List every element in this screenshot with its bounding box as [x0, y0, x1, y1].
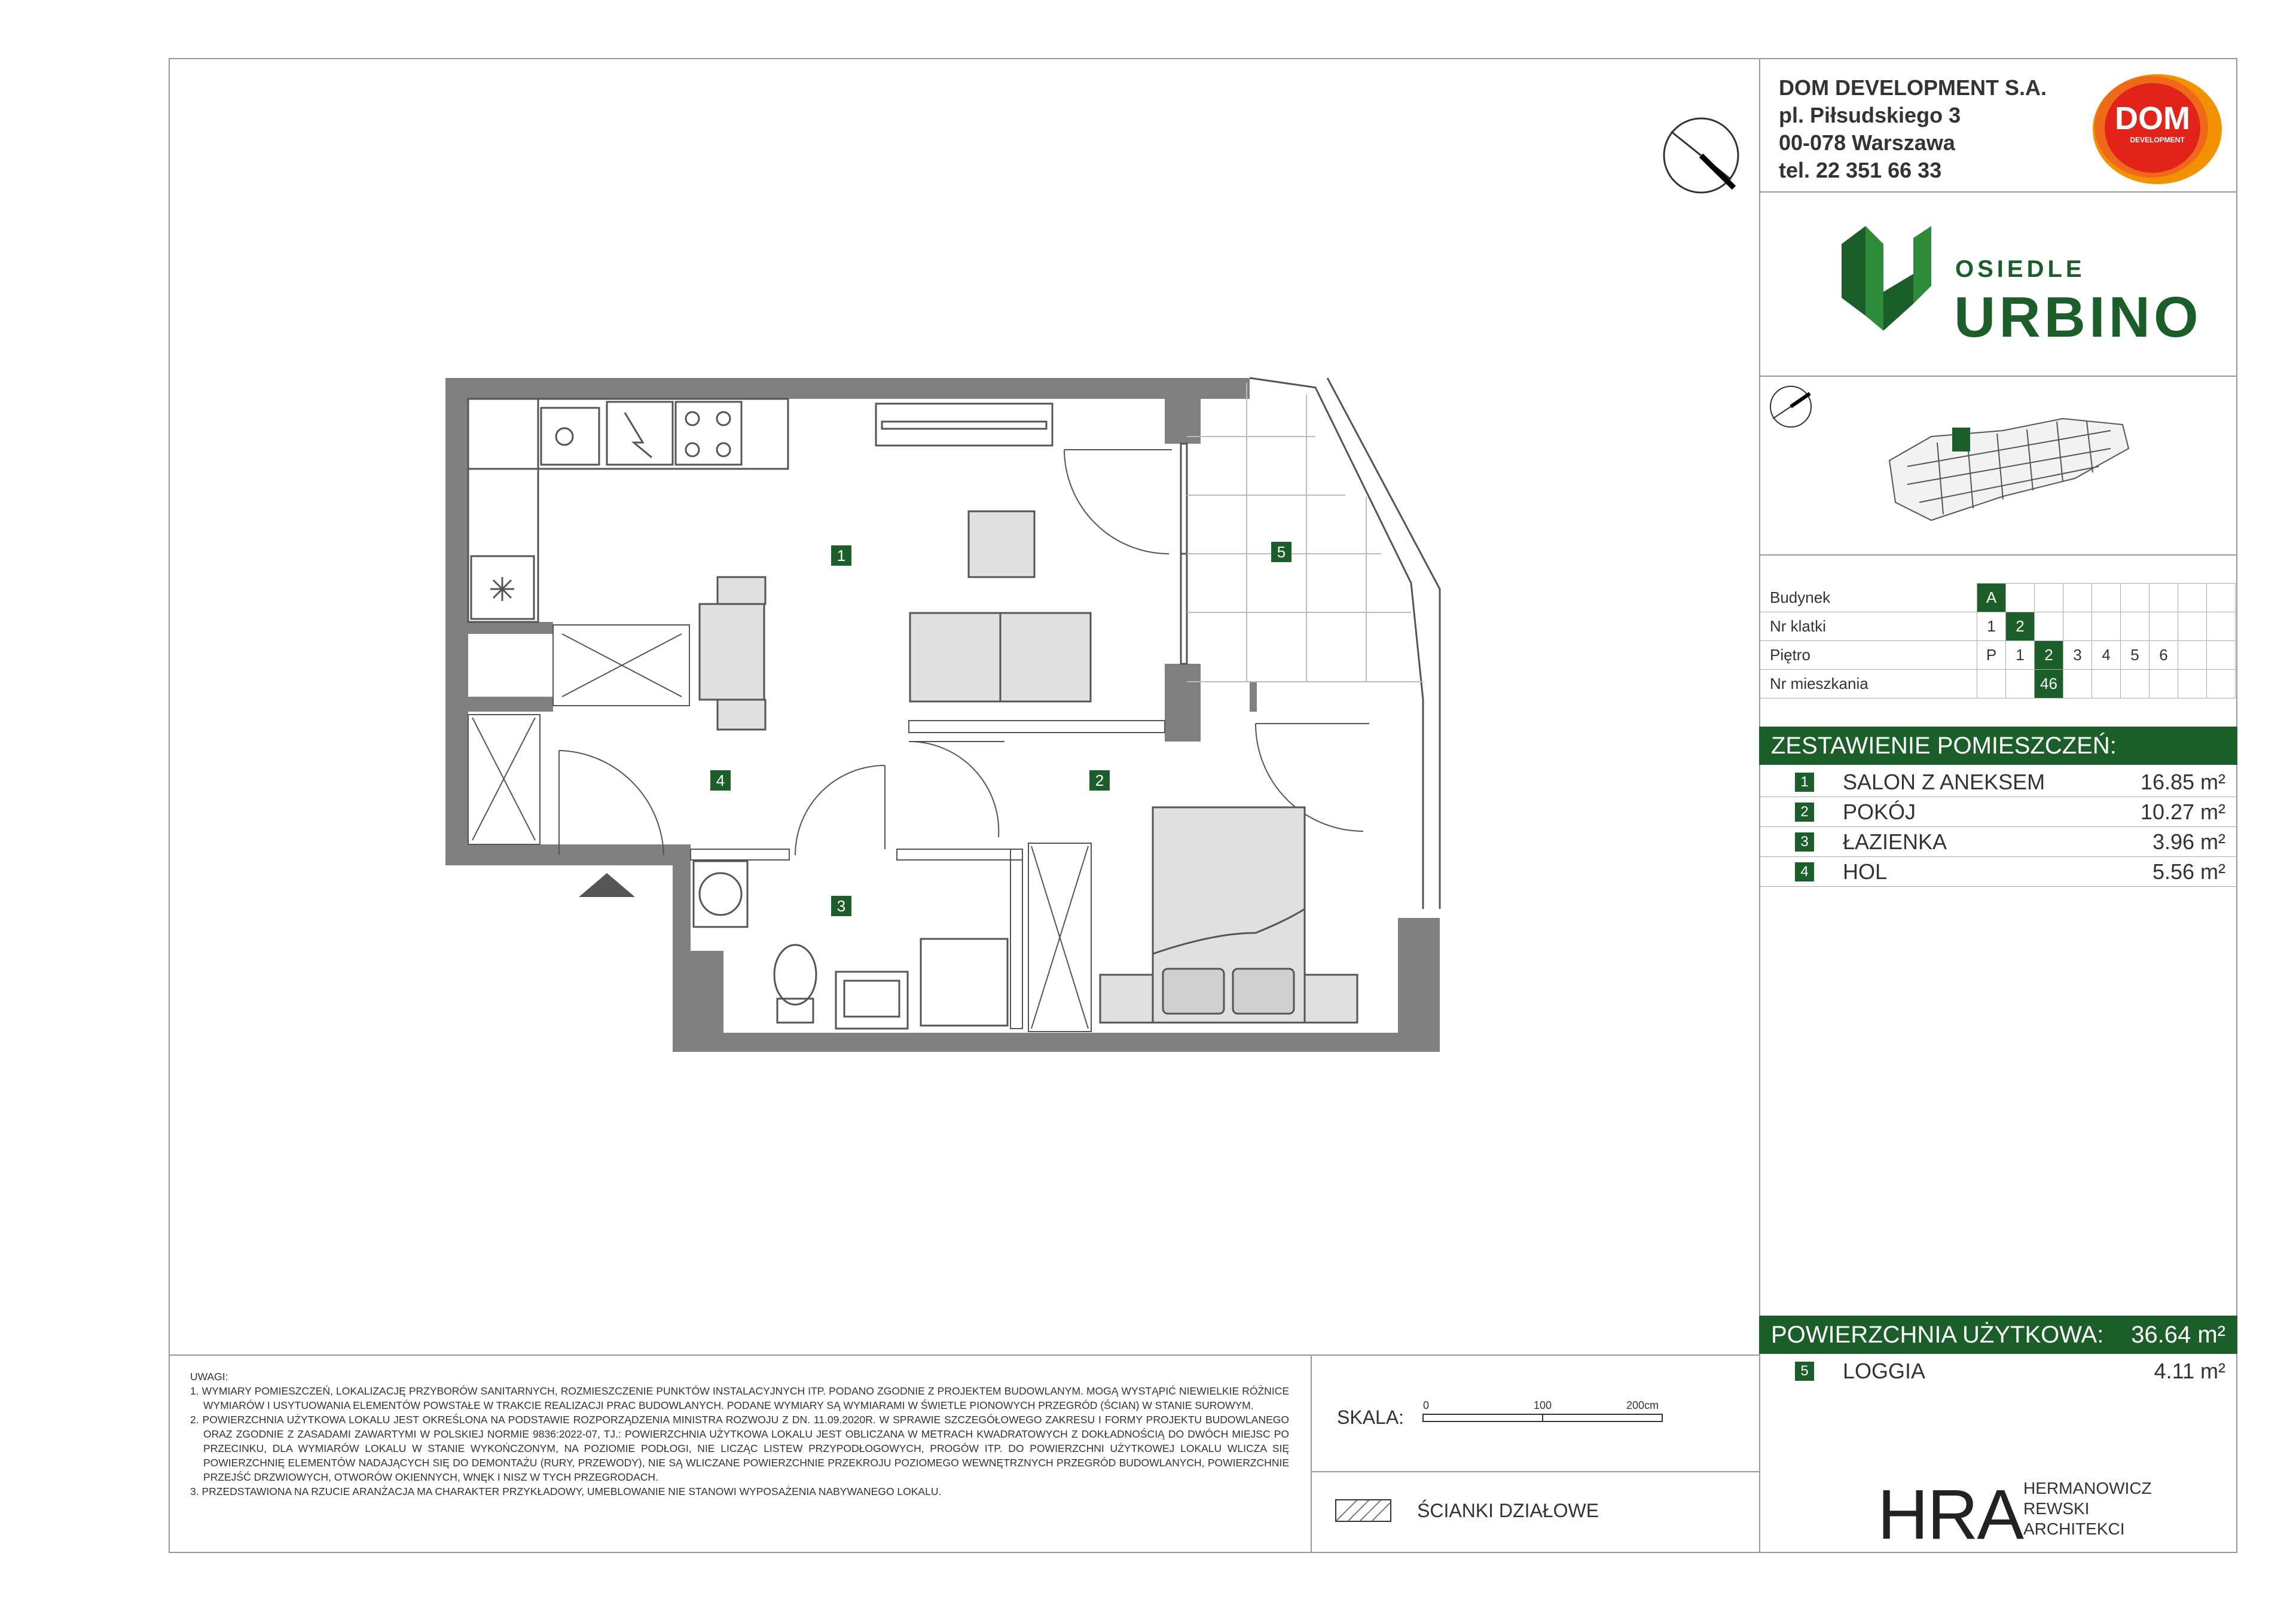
rooms-list — [1759, 767, 2237, 887]
note-1: 1. WYMIARY POMIESZCZEŃ, LOKALIZACJĘ PRZYBORÓW SANITARNYCH, ROZMIESZCZENIE PUNKTÓW INSTALACYJNYCH ITP. PODANO ZGODNIE Z PROJEKTEM BUDOWLANYM. MOGĄ WYSTĄPIĆ NIEWIELKIE RÓŻNICE WYMIARÓW I USYTUOWANIA ELEMENTÓW POWSTAŁE W TRAKCIE REALIZACJI PRAC BUDOWLANYCH. PODANE WYMIARY SĄ WYMIARAMI W ŚWIETLE PIONOWYCH PRZEGRÓD (ŚCIAN) W STANIE SUROWYM. — [190, 1385, 1289, 1411]
urbino-logo-mark — [1836, 226, 1955, 346]
divider-notes — [1311, 1354, 1312, 1553]
loggia-num: 5 — [1795, 1362, 1814, 1381]
plan-label-2: 2 — [1089, 770, 1110, 791]
room-row — [1759, 767, 2237, 797]
company-name: DOM DEVELOPMENT S.A. — [1779, 75, 2047, 100]
room-area: 5.56 m² — [2152, 859, 2225, 884]
room-area: 3.96 m² — [2152, 829, 2225, 854]
info-cell — [2150, 584, 2178, 612]
room-name: HOL — [1843, 859, 1888, 884]
scale-bar — [1417, 1393, 1668, 1429]
project-name: URBINO — [1954, 285, 2202, 349]
room-area: 16.85 m² — [2140, 770, 2225, 794]
note-2: 2. POWIERZCHNIA UŻYTKOWA LOKALU JEST OKREŚLONA NA PODSTAWIE ROZPORZĄDZENIA MINISTRA ROZWOJU Z DN. 11.09.2020R. W SPRAWIE SZCZEGÓŁOWEGO ZAKRESU I FORMY PROJEKTU BUDOWLANEGO ORAZ ZGODNIE Z ZASADAMI ZAWARTYMI W POLSKIEJ NORMIE 9836:2022-07, TJ.: POWIERZCHNIA UŻYTKOWA LOKALU JEST OBLICZANA W METRACH KWADRATOWYCH Z DOKŁADNOŚCIĄ DO DWÓCH MIEJSC PO PRZECINKU, DLA WYMIARÓW LOKALU W STANIE WYKOŃCZONYM, NA POZIOMIE PODŁOGI, NIE LICZĄC LISTEW PRZYPODŁOGOWYCH, PROGÓW ITP. DO POWIERZCHNI UŻYTKOWEJ LOKALU WLICZA SIĘ POWIERZCHNIĘ ELEMENTÓW NADAJĄCYCH SIĘ DO DEMONTAŻU (RURY, PRZEWODY), NIE SĄ WLICZANE POWIERZCHNIE PRZEKROJU POZIOMEGO WEWNĘTRZNYCH PRZEGRÓD BUDOWLANYCH, POWIERZCHNIE PRZEJŚĆ DRZWIOWYCH, OTWORÓW OKIENNYCH, WNĘK I NISZ W TYCH PRZEGRODACH. — [190, 1414, 1289, 1483]
scale-label: SKALA: — [1337, 1407, 1405, 1428]
info-cell: 3 — [2063, 641, 2092, 670]
info-cell — [2178, 641, 2207, 670]
loggia-row — [1759, 1356, 2237, 1386]
project-prefix: OSIEDLE — [1955, 256, 2086, 282]
notes-title: UWAGI: — [190, 1371, 228, 1383]
room-row — [1759, 857, 2237, 887]
scale-tick-200: 200cm — [1626, 1399, 1659, 1411]
plan-label-1: 1 — [831, 545, 851, 566]
info-cell — [2006, 584, 2035, 612]
partition-wall-legend-icon — [1335, 1499, 1392, 1523]
info-cell — [2207, 670, 2236, 698]
building-key-plan — [1883, 413, 2135, 532]
floor-plan — [0, 0, 1495, 1076]
company-address-2: 00-078 Warszawa — [1779, 130, 1955, 155]
info-cell — [1977, 670, 2006, 698]
info-cell — [2063, 584, 2092, 612]
info-cell — [2063, 612, 2092, 641]
info-cell — [2121, 612, 2150, 641]
room-num: 4 — [1795, 862, 1814, 881]
partition-wall-legend-label: ŚCIANKI DZIAŁOWE — [1417, 1500, 1599, 1521]
info-cell — [2092, 670, 2121, 698]
info-cell: 2 — [2006, 612, 2035, 641]
loggia-name: LOGGIA — [1843, 1359, 1926, 1383]
scale-tick-0: 0 — [1423, 1399, 1430, 1411]
info-row — [1759, 641, 2236, 670]
room-row — [1759, 827, 2237, 857]
dom-development-logo — [2086, 69, 2223, 189]
info-row-label: Nr mieszkania — [1759, 670, 1977, 698]
plan-label-4: 4 — [710, 770, 731, 791]
info-cell — [2121, 670, 2150, 698]
room-row — [1759, 797, 2237, 827]
info-cell — [2121, 584, 2150, 612]
info-cell — [2035, 612, 2063, 641]
note-3: 3. PRZEDSTAWIONA NA RZUCIE ARANŻACJA MA CHARAKTER PRZYKŁADOWY, UMEBLOWANIE NIE STANOWI WYPOSAŻENIA NABYWANEGO LOKALU. — [190, 1485, 942, 1497]
info-cell — [2063, 670, 2092, 698]
info-cell — [2178, 612, 2207, 641]
architect-logo: HRA — [1877, 1475, 2023, 1554]
info-cell: A — [1977, 584, 2006, 612]
notes-block — [190, 1369, 1289, 1499]
info-cell — [2178, 584, 2207, 612]
divider-logo — [1759, 376, 2237, 377]
info-cell: 1 — [2006, 641, 2035, 670]
room-num: 1 — [1795, 773, 1814, 792]
dom-logo-subtext: DEVELOPMENT — [2130, 136, 2185, 144]
info-cell — [2207, 584, 2236, 612]
north-arrow-icon — [1659, 114, 1743, 197]
info-cell — [2178, 670, 2207, 698]
info-row-label: Piętro — [1759, 641, 1977, 670]
company-address-1: pl. Piłsudskiego 3 — [1779, 103, 1961, 127]
room-num: 2 — [1795, 803, 1814, 822]
info-cell — [2092, 584, 2121, 612]
info-row-label: Nr klatki — [1759, 612, 1977, 641]
architect-line-3: ARCHITEKCI — [2023, 1520, 2125, 1538]
info-cell — [2006, 670, 2035, 698]
info-cell — [2035, 584, 2063, 612]
company-block — [1779, 74, 2047, 184]
divider-scale — [1311, 1471, 1759, 1472]
total-area-bar — [1759, 1316, 2237, 1354]
info-row-label: Budynek — [1759, 584, 1977, 612]
info-cell: 5 — [2121, 641, 2150, 670]
room-name: POKÓJ — [1843, 800, 1916, 824]
info-cell: 1 — [1977, 612, 2006, 641]
rooms-header: ZESTAWIENIE POMIESZCZEŃ: — [1759, 727, 2237, 765]
total-area-label: POWIERZCHNIA UŻYTKOWA: — [1771, 1322, 2104, 1348]
north-arrow-small-icon — [1767, 383, 1815, 431]
info-row — [1759, 612, 2236, 641]
architect-line-1: HERMANOWICZ — [2023, 1479, 2152, 1497]
info-cell: 46 — [2035, 670, 2063, 698]
plan-label-5: 5 — [1271, 542, 1292, 562]
info-row — [1759, 670, 2236, 698]
room-area: 10.27 m² — [2140, 800, 2225, 824]
architect-name — [2023, 1478, 2152, 1539]
divider-company — [1759, 191, 2237, 193]
divider-keyplan — [1759, 554, 2237, 556]
room-name: ŁAZIENKA — [1843, 829, 1947, 854]
info-cell: 6 — [2150, 641, 2178, 670]
dom-logo-text: DOM — [2115, 100, 2190, 136]
info-cell: P — [1977, 641, 2006, 670]
scale-tick-100: 100 — [1534, 1399, 1552, 1411]
company-phone: tel. 22 351 66 33 — [1779, 158, 1942, 182]
info-cell — [2207, 641, 2236, 670]
info-row — [1759, 584, 2236, 612]
info-cell — [2150, 612, 2178, 641]
plan-label-3: 3 — [831, 896, 851, 916]
room-name: SALON Z ANEKSEM — [1843, 770, 2045, 794]
room-num: 3 — [1795, 832, 1814, 852]
info-cell: 2 — [2035, 641, 2063, 670]
apartment-info-table — [1759, 583, 2236, 698]
info-cell — [2092, 612, 2121, 641]
divider-bottom — [169, 1354, 1759, 1356]
total-area-value: 36.64 m² — [2131, 1322, 2225, 1348]
info-cell: 4 — [2092, 641, 2121, 670]
architect-line-2: REWSKI — [2023, 1499, 2090, 1518]
info-cell — [2150, 670, 2178, 698]
loggia-area: 4.11 m² — [2154, 1359, 2225, 1383]
info-cell — [2207, 612, 2236, 641]
